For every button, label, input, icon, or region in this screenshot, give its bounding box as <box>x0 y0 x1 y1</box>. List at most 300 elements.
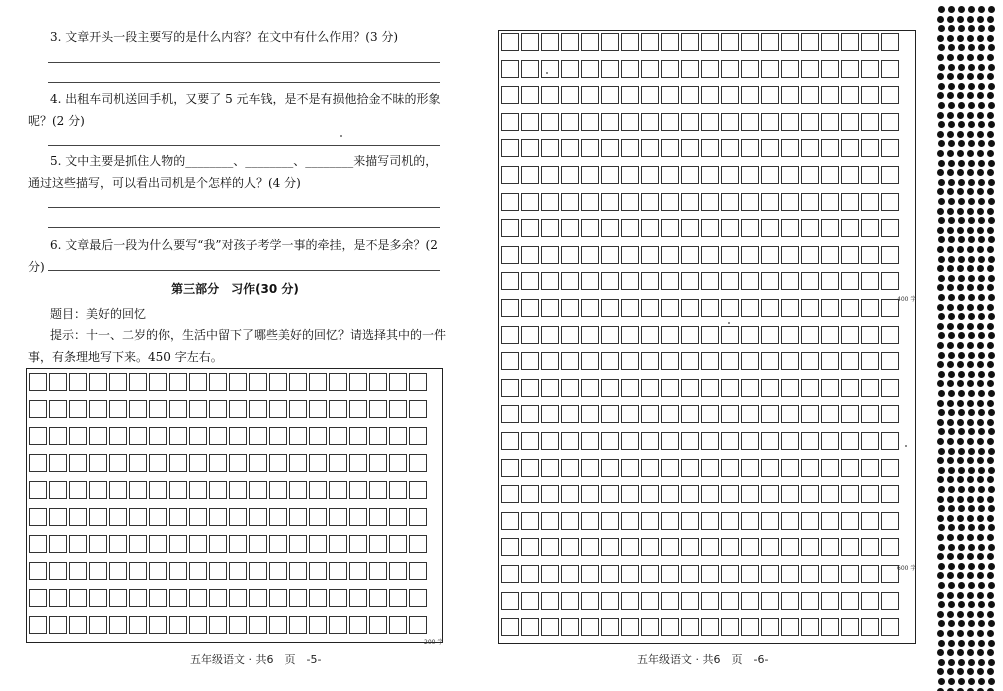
grid-cell[interactable] <box>681 538 699 556</box>
grid-cell[interactable] <box>329 589 347 607</box>
grid-cell[interactable] <box>781 86 799 104</box>
grid-cell[interactable] <box>581 272 599 290</box>
grid-cell[interactable] <box>821 33 839 51</box>
grid-cell[interactable] <box>761 405 779 423</box>
grid-cell[interactable] <box>861 246 879 264</box>
grid-cell[interactable] <box>581 166 599 184</box>
grid-cell[interactable] <box>801 246 819 264</box>
grid-cell[interactable] <box>701 592 719 610</box>
grid-cell[interactable] <box>561 485 579 503</box>
grid-cell[interactable] <box>781 538 799 556</box>
grid-cell[interactable] <box>801 113 819 131</box>
grid-cell[interactable] <box>49 535 67 553</box>
grid-cell[interactable] <box>861 60 879 78</box>
grid-cell[interactable] <box>781 60 799 78</box>
grid-cell[interactable] <box>801 326 819 344</box>
grid-cell[interactable] <box>169 508 187 526</box>
grid-cell[interactable] <box>801 432 819 450</box>
grid-cell[interactable] <box>881 592 899 610</box>
grid-cell[interactable] <box>881 485 899 503</box>
grid-cell[interactable] <box>541 33 559 51</box>
grid-cell[interactable] <box>881 166 899 184</box>
grid-cell[interactable] <box>189 616 207 634</box>
grid-cell[interactable] <box>229 400 247 418</box>
grid-cell[interactable] <box>561 86 579 104</box>
grid-cell[interactable] <box>501 592 519 610</box>
grid-cell[interactable] <box>821 432 839 450</box>
grid-cell[interactable] <box>881 326 899 344</box>
grid-cell[interactable] <box>681 166 699 184</box>
grid-cell[interactable] <box>501 485 519 503</box>
grid-cell[interactable] <box>701 86 719 104</box>
grid-cell[interactable] <box>129 481 147 499</box>
grid-cell[interactable] <box>169 589 187 607</box>
grid-cell[interactable] <box>561 512 579 530</box>
grid-cell[interactable] <box>561 33 579 51</box>
grid-cell[interactable] <box>641 86 659 104</box>
grid-cell[interactable] <box>881 538 899 556</box>
grid-cell[interactable] <box>189 481 207 499</box>
grid-cell[interactable] <box>501 459 519 477</box>
grid-cell[interactable] <box>501 379 519 397</box>
grid-cell[interactable] <box>861 33 879 51</box>
grid-cell[interactable] <box>741 565 759 583</box>
grid-cell[interactable] <box>881 405 899 423</box>
grid-cell[interactable] <box>209 562 227 580</box>
grid-cell[interactable] <box>89 373 107 391</box>
grid-cell[interactable] <box>661 219 679 237</box>
grid-cell[interactable] <box>841 299 859 317</box>
grid-cell[interactable] <box>661 405 679 423</box>
grid-cell[interactable] <box>841 86 859 104</box>
grid-cell[interactable] <box>69 589 87 607</box>
grid-cell[interactable] <box>701 326 719 344</box>
grid-cell[interactable] <box>289 427 307 445</box>
grid-cell[interactable] <box>541 565 559 583</box>
grid-cell[interactable] <box>389 400 407 418</box>
grid-cell[interactable] <box>741 193 759 211</box>
grid-cell[interactable] <box>681 246 699 264</box>
grid-cell[interactable] <box>149 562 167 580</box>
grid-cell[interactable] <box>29 616 47 634</box>
grid-cell[interactable] <box>541 246 559 264</box>
grid-cell[interactable] <box>109 535 127 553</box>
grid-cell[interactable] <box>641 219 659 237</box>
grid-cell[interactable] <box>721 379 739 397</box>
grid-cell[interactable] <box>169 454 187 472</box>
grid-cell[interactable] <box>861 592 879 610</box>
grid-cell[interactable] <box>861 326 879 344</box>
grid-cell[interactable] <box>821 485 839 503</box>
grid-cell[interactable] <box>881 512 899 530</box>
grid-cell[interactable] <box>721 60 739 78</box>
grid-cell[interactable] <box>841 352 859 370</box>
grid-cell[interactable] <box>821 352 839 370</box>
grid-cell[interactable] <box>641 459 659 477</box>
grid-cell[interactable] <box>521 86 539 104</box>
grid-cell[interactable] <box>309 589 327 607</box>
grid-cell[interactable] <box>501 432 519 450</box>
grid-cell[interactable] <box>821 299 839 317</box>
grid-cell[interactable] <box>209 454 227 472</box>
grid-cell[interactable] <box>841 60 859 78</box>
grid-cell[interactable] <box>681 139 699 157</box>
grid-cell[interactable] <box>501 352 519 370</box>
grid-cell[interactable] <box>741 60 759 78</box>
grid-cell[interactable] <box>561 299 579 317</box>
grid-cell[interactable] <box>409 481 427 499</box>
grid-cell[interactable] <box>309 373 327 391</box>
grid-cell[interactable] <box>741 33 759 51</box>
grid-cell[interactable] <box>89 454 107 472</box>
grid-cell[interactable] <box>721 485 739 503</box>
grid-cell[interactable] <box>761 326 779 344</box>
grid-cell[interactable] <box>501 193 519 211</box>
grid-cell[interactable] <box>681 193 699 211</box>
grid-cell[interactable] <box>621 459 639 477</box>
grid-cell[interactable] <box>641 538 659 556</box>
grid-cell[interactable] <box>661 432 679 450</box>
grid-cell[interactable] <box>541 139 559 157</box>
grid-cell[interactable] <box>761 565 779 583</box>
grid-cell[interactable] <box>69 616 87 634</box>
grid-cell[interactable] <box>501 60 519 78</box>
grid-cell[interactable] <box>861 538 879 556</box>
grid-cell[interactable] <box>861 113 879 131</box>
grid-cell[interactable] <box>781 512 799 530</box>
grid-cell[interactable] <box>761 432 779 450</box>
grid-cell[interactable] <box>49 454 67 472</box>
grid-cell[interactable] <box>581 405 599 423</box>
grid-cell[interactable] <box>801 459 819 477</box>
grid-cell[interactable] <box>761 379 779 397</box>
grid-cell[interactable] <box>641 193 659 211</box>
grid-cell[interactable] <box>641 113 659 131</box>
grid-cell[interactable] <box>521 326 539 344</box>
writing-grid-right[interactable] <box>498 30 916 644</box>
grid-cell[interactable] <box>329 373 347 391</box>
grid-cell[interactable] <box>841 139 859 157</box>
answer-line[interactable] <box>48 145 440 146</box>
grid-cell[interactable] <box>621 618 639 636</box>
grid-cell[interactable] <box>249 562 267 580</box>
grid-cell[interactable] <box>349 562 367 580</box>
grid-cell[interactable] <box>721 459 739 477</box>
grid-cell[interactable] <box>209 373 227 391</box>
grid-cell[interactable] <box>601 565 619 583</box>
grid-cell[interactable] <box>561 246 579 264</box>
grid-cell[interactable] <box>661 60 679 78</box>
grid-cell[interactable] <box>49 373 67 391</box>
grid-cell[interactable] <box>621 86 639 104</box>
grid-cell[interactable] <box>781 113 799 131</box>
grid-cell[interactable] <box>129 535 147 553</box>
grid-cell[interactable] <box>661 459 679 477</box>
grid-cell[interactable] <box>581 592 599 610</box>
grid-cell[interactable] <box>561 60 579 78</box>
grid-cell[interactable] <box>189 562 207 580</box>
grid-cell[interactable] <box>681 113 699 131</box>
grid-cell[interactable] <box>601 219 619 237</box>
grid-cell[interactable] <box>109 427 127 445</box>
grid-cell[interactable] <box>329 508 347 526</box>
grid-cell[interactable] <box>189 508 207 526</box>
grid-cell[interactable] <box>621 299 639 317</box>
grid-cell[interactable] <box>521 60 539 78</box>
grid-cell[interactable] <box>761 33 779 51</box>
grid-cell[interactable] <box>49 616 67 634</box>
grid-cell[interactable] <box>561 113 579 131</box>
grid-cell[interactable] <box>601 618 619 636</box>
grid-cell[interactable] <box>289 373 307 391</box>
grid-cell[interactable] <box>701 113 719 131</box>
grid-cell[interactable] <box>801 565 819 583</box>
grid-cell[interactable] <box>69 535 87 553</box>
grid-cell[interactable] <box>821 538 839 556</box>
grid-cell[interactable] <box>801 193 819 211</box>
grid-cell[interactable] <box>801 379 819 397</box>
grid-cell[interactable] <box>189 454 207 472</box>
grid-cell[interactable] <box>561 326 579 344</box>
grid-cell[interactable] <box>249 373 267 391</box>
grid-cell[interactable] <box>541 485 559 503</box>
grid-cell[interactable] <box>621 246 639 264</box>
grid-cell[interactable] <box>561 379 579 397</box>
grid-cell[interactable] <box>781 485 799 503</box>
grid-cell[interactable] <box>129 373 147 391</box>
grid-cell[interactable] <box>741 219 759 237</box>
grid-cell[interactable] <box>189 589 207 607</box>
grid-cell[interactable] <box>781 139 799 157</box>
grid-cell[interactable] <box>89 589 107 607</box>
grid-cell[interactable] <box>541 166 559 184</box>
grid-cell[interactable] <box>701 432 719 450</box>
grid-cell[interactable] <box>841 166 859 184</box>
grid-cell[interactable] <box>389 562 407 580</box>
grid-cell[interactable] <box>501 538 519 556</box>
grid-cell[interactable] <box>129 400 147 418</box>
grid-cell[interactable] <box>169 481 187 499</box>
grid-cell[interactable] <box>881 379 899 397</box>
grid-cell[interactable] <box>801 299 819 317</box>
grid-cell[interactable] <box>721 618 739 636</box>
grid-cell[interactable] <box>69 508 87 526</box>
grid-cell[interactable] <box>701 139 719 157</box>
grid-cell[interactable] <box>541 299 559 317</box>
grid-cell[interactable] <box>681 352 699 370</box>
grid-cell[interactable] <box>369 508 387 526</box>
grid-cell[interactable] <box>189 427 207 445</box>
grid-cell[interactable] <box>621 272 639 290</box>
grid-cell[interactable] <box>781 432 799 450</box>
grid-cell[interactable] <box>349 508 367 526</box>
grid-cell[interactable] <box>369 535 387 553</box>
grid-cell[interactable] <box>169 616 187 634</box>
grid-cell[interactable] <box>841 193 859 211</box>
grid-cell[interactable] <box>861 166 879 184</box>
answer-line[interactable] <box>48 62 440 63</box>
grid-cell[interactable] <box>801 86 819 104</box>
grid-cell[interactable] <box>661 166 679 184</box>
grid-cell[interactable] <box>289 454 307 472</box>
grid-cell[interactable] <box>521 272 539 290</box>
grid-cell[interactable] <box>761 219 779 237</box>
grid-cell[interactable] <box>881 459 899 477</box>
grid-cell[interactable] <box>781 166 799 184</box>
grid-cell[interactable] <box>841 405 859 423</box>
grid-cell[interactable] <box>681 60 699 78</box>
grid-cell[interactable] <box>501 33 519 51</box>
grid-cell[interactable] <box>641 565 659 583</box>
grid-cell[interactable] <box>329 427 347 445</box>
grid-cell[interactable] <box>661 246 679 264</box>
grid-cell[interactable] <box>329 400 347 418</box>
grid-cell[interactable] <box>601 166 619 184</box>
grid-cell[interactable] <box>701 166 719 184</box>
grid-cell[interactable] <box>741 299 759 317</box>
grid-cell[interactable] <box>501 86 519 104</box>
grid-cell[interactable] <box>781 565 799 583</box>
grid-cell[interactable] <box>741 272 759 290</box>
grid-cell[interactable] <box>761 512 779 530</box>
grid-cell[interactable] <box>149 454 167 472</box>
grid-cell[interactable] <box>521 432 539 450</box>
grid-cell[interactable] <box>309 616 327 634</box>
grid-cell[interactable] <box>249 535 267 553</box>
grid-cell[interactable] <box>601 405 619 423</box>
grid-cell[interactable] <box>801 60 819 78</box>
grid-cell[interactable] <box>409 373 427 391</box>
grid-cell[interactable] <box>109 373 127 391</box>
grid-cell[interactable] <box>109 400 127 418</box>
grid-cell[interactable] <box>781 352 799 370</box>
grid-cell[interactable] <box>561 538 579 556</box>
grid-cell[interactable] <box>409 508 427 526</box>
grid-cell[interactable] <box>561 193 579 211</box>
grid-cell[interactable] <box>601 512 619 530</box>
grid-cell[interactable] <box>681 299 699 317</box>
grid-cell[interactable] <box>661 565 679 583</box>
grid-cell[interactable] <box>841 512 859 530</box>
grid-cell[interactable] <box>721 405 739 423</box>
grid-cell[interactable] <box>741 166 759 184</box>
grid-cell[interactable] <box>661 538 679 556</box>
grid-cell[interactable] <box>861 272 879 290</box>
answer-line[interactable] <box>48 227 440 228</box>
grid-cell[interactable] <box>149 400 167 418</box>
grid-cell[interactable] <box>501 166 519 184</box>
grid-cell[interactable] <box>521 565 539 583</box>
grid-cell[interactable] <box>701 405 719 423</box>
grid-cell[interactable] <box>169 400 187 418</box>
grid-cell[interactable] <box>109 616 127 634</box>
grid-cell[interactable] <box>189 535 207 553</box>
grid-cell[interactable] <box>149 373 167 391</box>
grid-cell[interactable] <box>881 272 899 290</box>
grid-cell[interactable] <box>621 512 639 530</box>
grid-cell[interactable] <box>309 400 327 418</box>
grid-cell[interactable] <box>521 352 539 370</box>
grid-cell[interactable] <box>841 113 859 131</box>
grid-cell[interactable] <box>861 352 879 370</box>
grid-cell[interactable] <box>409 400 427 418</box>
grid-cell[interactable] <box>841 219 859 237</box>
grid-cell[interactable] <box>721 113 739 131</box>
grid-cell[interactable] <box>581 219 599 237</box>
grid-cell[interactable] <box>229 535 247 553</box>
grid-cell[interactable] <box>389 427 407 445</box>
grid-cell[interactable] <box>821 166 839 184</box>
grid-cell[interactable] <box>541 60 559 78</box>
grid-cell[interactable] <box>681 592 699 610</box>
grid-cell[interactable] <box>209 616 227 634</box>
grid-cell[interactable] <box>229 589 247 607</box>
grid-cell[interactable] <box>521 113 539 131</box>
grid-cell[interactable] <box>129 562 147 580</box>
grid-cell[interactable] <box>289 616 307 634</box>
grid-cell[interactable] <box>741 352 759 370</box>
grid-cell[interactable] <box>701 538 719 556</box>
grid-cell[interactable] <box>349 454 367 472</box>
grid-cell[interactable] <box>881 219 899 237</box>
grid-cell[interactable] <box>389 454 407 472</box>
grid-cell[interactable] <box>89 481 107 499</box>
grid-cell[interactable] <box>249 616 267 634</box>
grid-cell[interactable] <box>621 405 639 423</box>
grid-cell[interactable] <box>189 373 207 391</box>
grid-cell[interactable] <box>521 33 539 51</box>
grid-cell[interactable] <box>409 616 427 634</box>
grid-cell[interactable] <box>881 33 899 51</box>
grid-cell[interactable] <box>229 508 247 526</box>
grid-cell[interactable] <box>841 565 859 583</box>
grid-cell[interactable] <box>501 113 519 131</box>
grid-cell[interactable] <box>541 193 559 211</box>
grid-cell[interactable] <box>501 512 519 530</box>
grid-cell[interactable] <box>581 86 599 104</box>
grid-cell[interactable] <box>349 535 367 553</box>
grid-cell[interactable] <box>681 618 699 636</box>
grid-cell[interactable] <box>681 33 699 51</box>
grid-cell[interactable] <box>821 193 839 211</box>
grid-cell[interactable] <box>621 139 639 157</box>
grid-cell[interactable] <box>309 508 327 526</box>
grid-cell[interactable] <box>369 562 387 580</box>
grid-cell[interactable] <box>621 565 639 583</box>
grid-cell[interactable] <box>289 400 307 418</box>
grid-cell[interactable] <box>681 86 699 104</box>
grid-cell[interactable] <box>541 379 559 397</box>
grid-cell[interactable] <box>369 454 387 472</box>
grid-cell[interactable] <box>149 616 167 634</box>
grid-cell[interactable] <box>501 565 519 583</box>
grid-cell[interactable] <box>881 352 899 370</box>
grid-cell[interactable] <box>309 481 327 499</box>
grid-cell[interactable] <box>541 326 559 344</box>
grid-cell[interactable] <box>269 589 287 607</box>
grid-cell[interactable] <box>269 616 287 634</box>
grid-cell[interactable] <box>621 219 639 237</box>
grid-cell[interactable] <box>701 193 719 211</box>
grid-cell[interactable] <box>289 508 307 526</box>
grid-cell[interactable] <box>521 166 539 184</box>
grid-cell[interactable] <box>149 481 167 499</box>
grid-cell[interactable] <box>781 219 799 237</box>
grid-cell[interactable] <box>581 352 599 370</box>
grid-cell[interactable] <box>389 616 407 634</box>
grid-cell[interactable] <box>741 538 759 556</box>
grid-cell[interactable] <box>721 166 739 184</box>
